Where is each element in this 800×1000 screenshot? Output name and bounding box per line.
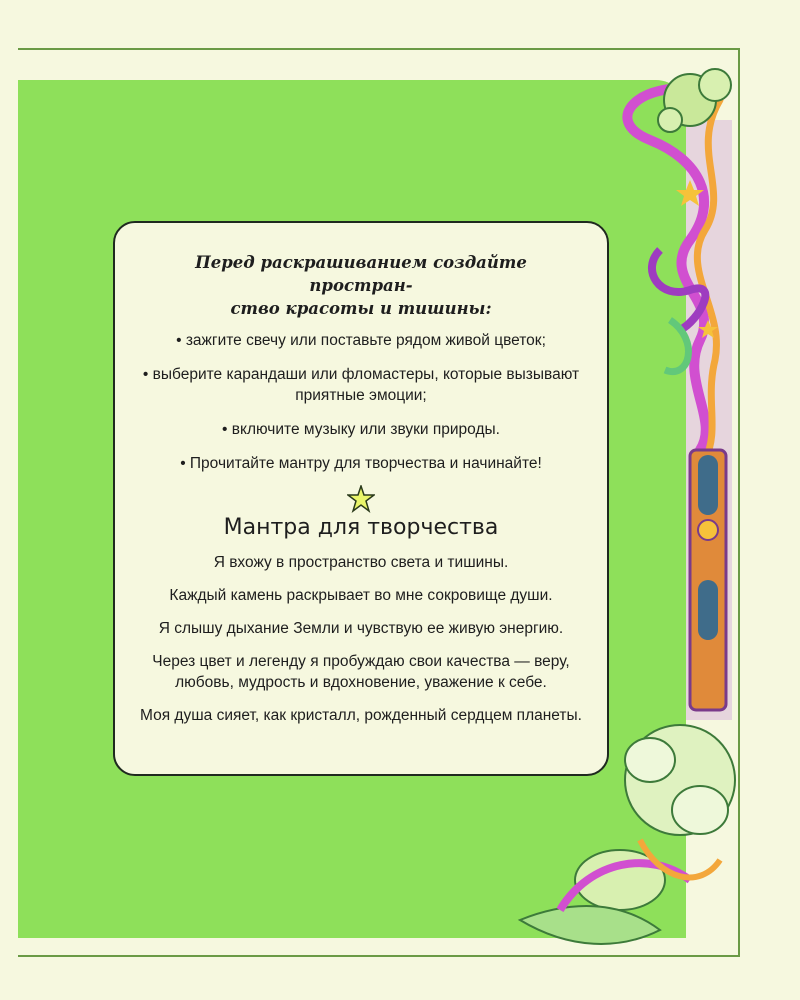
- bullet-item: • выберите карандаши или фломастеры, которые вызывают приятные эмоции;: [142, 366, 580, 404]
- bullet-item: • зажгите свечу или поставьте рядом живой цветок;: [176, 332, 546, 349]
- star-icon: [115, 485, 607, 513]
- intro-line-2: ство красоты и тишины:: [230, 299, 492, 318]
- mantra-line: Я вхожу в пространство света и тишины.: [213, 554, 509, 571]
- bullet-item: • Прочитайте мантру для творчества и начинайте!: [180, 455, 542, 472]
- mantra-line: Через цвет и легенду я пробуждаю свои качества — веру, любовь, мудрость и вдохновение, уважение к себе.: [152, 653, 570, 691]
- bullet-list: [131, 330, 591, 474]
- intro-line-1: Перед раскрашиванием создайте простран-: [195, 253, 527, 295]
- instruction-card: [113, 221, 609, 776]
- mantra-line: Моя душа сияет, как кристалл, рожденный сердцем планеты.: [140, 707, 582, 724]
- mantra-title: Мантра для творчества: [223, 515, 499, 540]
- bullet-item: • включите музыку или звуки природы.: [222, 421, 500, 438]
- intro-text: [141, 251, 581, 320]
- mantra-line: Каждый камень раскрывает во мне сокровище души.: [169, 587, 553, 604]
- mantra-lines: [115, 552, 607, 726]
- mantra-line: Я слышу дыхание Земли и чувствую ее живую энергию.: [158, 620, 564, 637]
